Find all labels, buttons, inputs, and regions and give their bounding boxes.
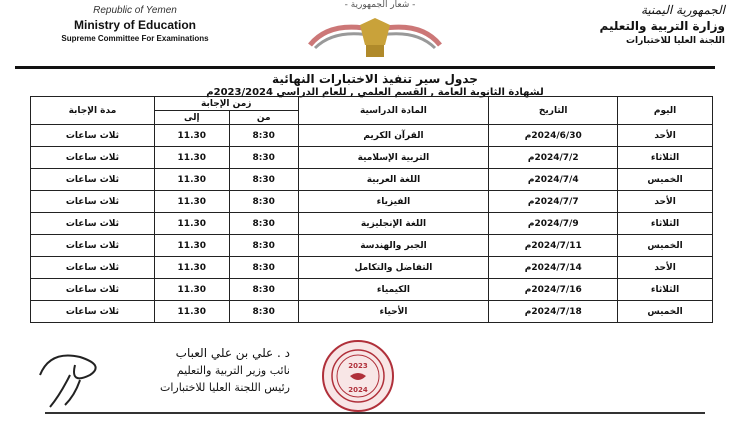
ministry-label-ar: وزارة التربية والتعليم: [599, 19, 725, 33]
official-seal: [320, 338, 396, 418]
cell-day: الأحد: [618, 125, 713, 147]
table-row: [31, 257, 713, 279]
cell-to: 11.30: [154, 301, 229, 323]
handwritten-signature: [30, 345, 110, 414]
cell-day: الخميس: [618, 235, 713, 257]
cell-from: 8:30: [229, 213, 298, 235]
cell-to: 11.30: [154, 279, 229, 301]
table-row: [31, 169, 713, 191]
cell-subject: اللغة الإنجليزية: [298, 213, 489, 235]
cell-duration: ثلاث ساعات: [31, 191, 155, 213]
footer-divider: [45, 412, 705, 414]
document-title: جدول سير تنفيذ الاختبارات النهائية: [272, 72, 478, 86]
cell-date: 2024/7/9م: [489, 213, 618, 235]
table-row: [31, 147, 713, 169]
cell-to: 11.30: [154, 191, 229, 213]
exam-schedule-table: [30, 96, 713, 323]
cell-day: الخميس: [618, 169, 713, 191]
cell-from: 8:30: [229, 191, 298, 213]
table-row: [31, 213, 713, 235]
cell-date: 2024/7/2م: [489, 147, 618, 169]
emblem-motto: - شعار الجمهورية -: [344, 0, 416, 10]
cell-to: 11.30: [154, 125, 229, 147]
cell-subject: الفيزياء: [298, 191, 489, 213]
cell-day: الخميس: [618, 301, 713, 323]
header-to: إلى: [154, 111, 229, 125]
cell-day: الأحد: [618, 257, 713, 279]
header-from: من: [229, 111, 298, 125]
cell-date: 2024/7/7م: [489, 191, 618, 213]
cell-duration: ثلاث ساعات: [31, 235, 155, 257]
header-answer-time: زمن الإجابة: [154, 97, 298, 111]
cell-day: الثلاثاء: [618, 279, 713, 301]
cell-from: 8:30: [229, 169, 298, 191]
cell-subject: الجبر والهندسة: [298, 235, 489, 257]
cell-from: 8:30: [229, 301, 298, 323]
cell-subject: التربية الإسلامية: [298, 147, 489, 169]
header-subject: المادة الدراسية: [298, 97, 489, 125]
cell-date: 2024/7/16م: [489, 279, 618, 301]
cell-subject: الكيمياء: [298, 279, 489, 301]
header-divider: [15, 66, 715, 69]
english-letterhead: [15, 5, 255, 43]
cell-to: 11.30: [154, 147, 229, 169]
cell-from: 8:30: [229, 235, 298, 257]
cell-duration: ثلاث ساعات: [31, 301, 155, 323]
cell-date: 2024/7/4م: [489, 169, 618, 191]
document-subtitle: لشهادة الثانوية العامة , القسم العلمي , للعام الدراسي 2023/2024م: [206, 87, 544, 98]
cell-date: 2024/7/18م: [489, 301, 618, 323]
cell-duration: ثلاث ساعات: [31, 125, 155, 147]
republic-label-ar: الجمهورية اليمنية: [640, 3, 725, 17]
cell-day: الثلاثاء: [618, 213, 713, 235]
cell-to: 11.30: [154, 257, 229, 279]
signatory-role-1: نائب وزير التربية والتعليم: [176, 364, 290, 377]
cell-subject: القرآن الكريم: [298, 125, 489, 147]
cell-from: 8:30: [229, 147, 298, 169]
ministry-label: Ministry of Education: [73, 18, 196, 32]
cell-subject: الأحياء: [298, 301, 489, 323]
header-day: اليوم: [618, 97, 713, 125]
header-duration: مدة الإجابة: [31, 97, 155, 125]
cell-duration: ثلاث ساعات: [31, 279, 155, 301]
committee-label: Supreme Committee For Examinations: [61, 34, 209, 43]
signature-block: [160, 345, 290, 396]
seal-year-1: 2023: [348, 362, 368, 370]
cell-from: 8:30: [229, 257, 298, 279]
republic-label: Republic of Yemen: [93, 5, 177, 16]
cell-subject: التفاضل والتكامل: [298, 257, 489, 279]
cell-subject: اللغة العربية: [298, 169, 489, 191]
table-row: [31, 125, 713, 147]
cell-to: 11.30: [154, 235, 229, 257]
committee-label-ar: اللجنة العليا للاختبارات: [625, 36, 725, 46]
cell-date: 2024/6/30م: [489, 125, 618, 147]
cell-duration: ثلاث ساعات: [31, 257, 155, 279]
cell-day: الثلاثاء: [618, 147, 713, 169]
cell-duration: ثلاث ساعات: [31, 169, 155, 191]
arabic-letterhead: [525, 3, 725, 46]
header-date: التاريخ: [489, 97, 618, 125]
seal-year-2: 2024: [348, 386, 368, 394]
table-row: [31, 301, 713, 323]
table-row: [31, 191, 713, 213]
cell-from: 8:30: [229, 279, 298, 301]
table-row: [31, 279, 713, 301]
cell-to: 11.30: [154, 213, 229, 235]
cell-from: 8:30: [229, 125, 298, 147]
cell-duration: ثلاث ساعات: [31, 147, 155, 169]
cell-duration: ثلاث ساعات: [31, 213, 155, 235]
yemen-eagle-emblem-icon: [290, 10, 460, 69]
signatory-role-2: رئيس اللجنة العليا للاختبارات: [159, 381, 290, 394]
cell-day: الأحد: [618, 191, 713, 213]
cell-to: 11.30: [154, 169, 229, 191]
table-row: [31, 235, 713, 257]
signatory-name: د . علي بن علي العباب: [175, 346, 290, 360]
cell-date: 2024/7/11م: [489, 235, 618, 257]
cell-date: 2024/7/14م: [489, 257, 618, 279]
